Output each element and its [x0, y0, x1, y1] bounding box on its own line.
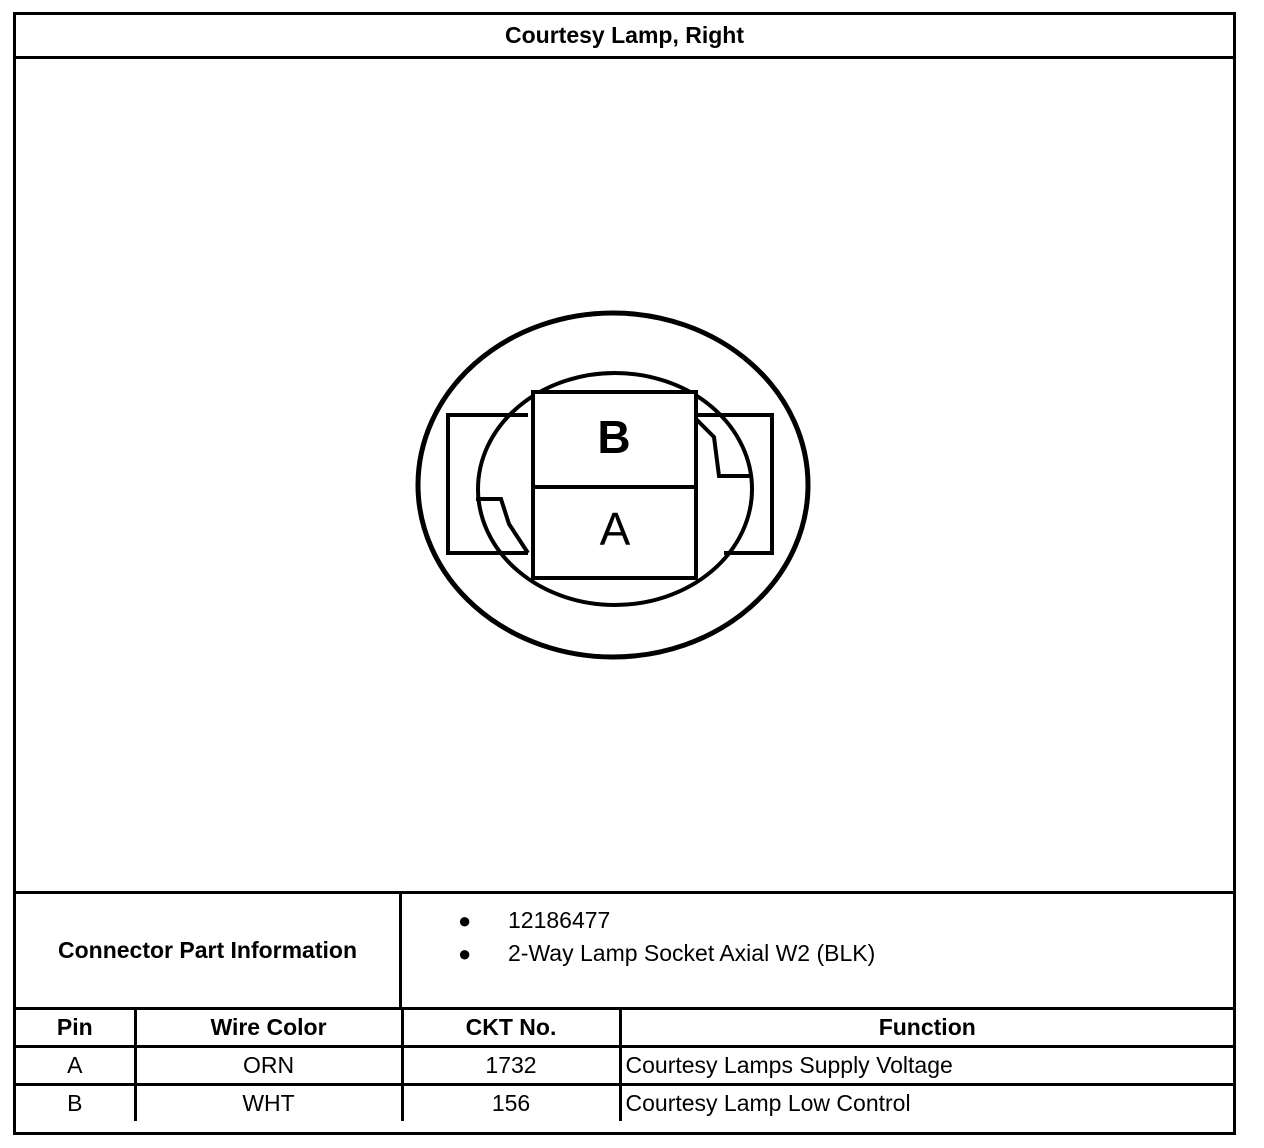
- connector-drawing: [16, 59, 1233, 891]
- part-info-list: [402, 894, 1233, 1017]
- bullet-icon: ●: [458, 908, 472, 933]
- part-info-item: [402, 904, 1233, 937]
- cell-function: Courtesy Lamps Supply Voltage: [620, 1047, 1233, 1085]
- cell-ckt-no: 1732: [402, 1047, 620, 1085]
- connector-face-svg: [16, 59, 1233, 891]
- part-info-item: [402, 937, 1233, 970]
- header-ckt-no: CKT No.: [402, 1010, 620, 1047]
- bullet-icon: ●: [458, 941, 472, 966]
- cell-function: Courtesy Lamp Low Control: [620, 1085, 1233, 1122]
- cell-pin: A: [16, 1047, 135, 1085]
- header-wire-color: Wire Color: [135, 1010, 402, 1047]
- header-pin: Pin: [16, 1010, 135, 1047]
- pin-a-label: A: [599, 503, 631, 555]
- table-row: [16, 1085, 1233, 1122]
- part-description: 2-Way Lamp Socket Axial W2 (BLK): [508, 940, 876, 966]
- cell-wire-color: ORN: [135, 1047, 402, 1085]
- table-row: [16, 1047, 1233, 1085]
- header-function: Function: [620, 1010, 1233, 1047]
- pin-table-header: [16, 1010, 1233, 1047]
- cell-pin: B: [16, 1085, 135, 1122]
- right-locking-tab: [696, 415, 772, 553]
- cell-wire-color: WHT: [135, 1085, 402, 1122]
- connector-sheet: [13, 12, 1236, 1135]
- page-title: Courtesy Lamp, Right: [16, 15, 1233, 59]
- part-number: 12186477: [508, 907, 611, 933]
- pin-b-label: B: [597, 411, 631, 463]
- pin-table: [16, 1010, 1233, 1121]
- part-info-label: Connector Part Information: [16, 894, 402, 1007]
- connector-part-info: [16, 891, 1233, 1010]
- cell-ckt-no: 156: [402, 1085, 620, 1122]
